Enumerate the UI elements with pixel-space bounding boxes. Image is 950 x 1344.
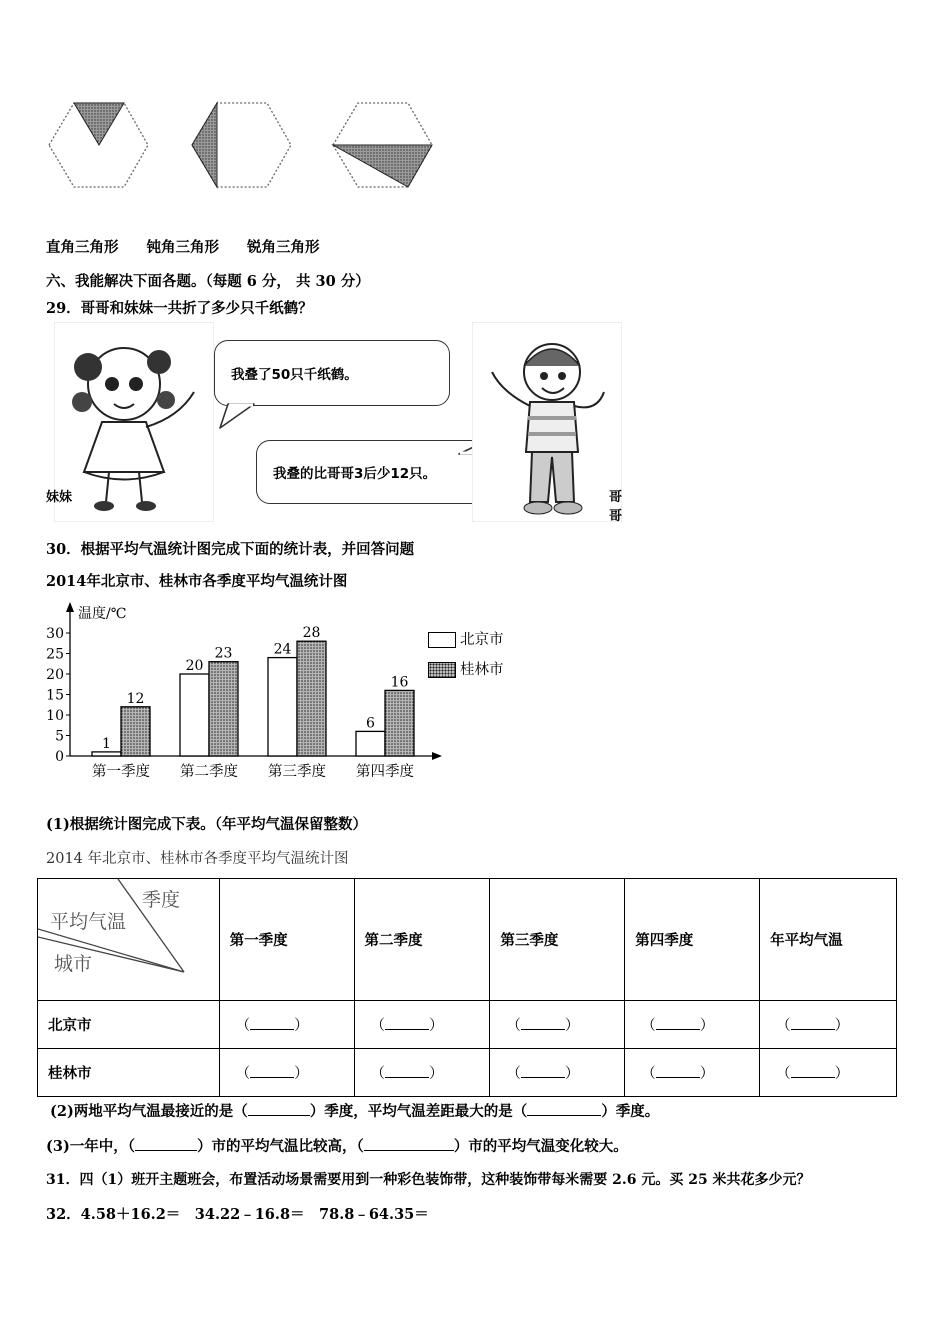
hexagon-acute-triangle [333,103,432,187]
speech-bubble-boy: 我叠的比哥哥3后少12只。 [256,440,496,504]
chart-title: 2014年北京市、桂林市各季度平均气温统计图 [46,573,348,590]
hexagon-right-triangle [49,103,148,187]
sub-question-3: (3)一年中，（ ）市的平均气温比较高，（ ）市的平均气温变化较大。 [46,1138,628,1155]
y-tick-label: 15 [46,687,64,704]
table-title: 2014 年北京市、桂林市各季度平均气温统计图 [46,851,349,867]
question-29: 29．哥哥和妹妹一共折了多少只千纸鹤？ [46,300,313,317]
chart-legend [428,628,504,684]
question-30: 30．根据平均气温统计图完成下面的统计表，并回答问题 [46,541,415,558]
answer-blank[interactable]: （ ） [354,1049,490,1097]
answer-blank[interactable]: （ ） [490,1049,625,1097]
header-annual: 年平均气温 [760,879,897,1001]
shape-label-acute: 锐角三角形 [247,239,320,256]
corner-label-city: 城市 [54,953,93,975]
table-corner-cell [38,879,220,1001]
hexagon-figures [40,95,450,200]
answer-blank-largest-gap[interactable] [527,1101,601,1116]
answer-blank[interactable]: （ ） [760,1001,897,1049]
sub-question-1: (1)根据统计图完成下表。（年平均气温保留整数） [46,816,368,833]
corner-label-temp: 平均气温 [50,911,127,933]
answer-blank[interactable]: （ ） [625,1049,760,1097]
bar-data-label: 28 [302,625,321,642]
girl-label: 妹妹 [46,490,73,505]
table-row-guilin [38,1049,897,1097]
x-category-label: 第二季度 [180,764,238,780]
bar-data-label: 23 [214,645,233,662]
temperature-bar-chart [40,596,520,786]
answer-blank[interactable]: （ ） [354,1001,490,1049]
y-tick-label: 25 [46,646,64,663]
bar-beijing [180,674,209,756]
table-header-row [38,879,897,1001]
legend-item-guilin: 桂林市 [428,658,504,684]
answer-blank[interactable]: （ ） [219,1049,354,1097]
row-city-beijing: 北京市 [38,1001,220,1049]
answer-blank-closest[interactable] [248,1101,310,1116]
answer-blank[interactable]: （ ） [490,1001,625,1049]
y-tick-label: 5 [55,728,64,745]
answer-blank[interactable]: （ ） [760,1049,897,1097]
header-q1: 第一季度 [219,879,354,1001]
question-32: 32．4.58＋16.2＝ 34.22﹣16.8＝ 78.8﹣64.35＝ [46,1206,429,1223]
speech-bubble-girl: 我叠了50只千纸鹤。 [214,340,450,406]
bar-data-label: 16 [390,674,409,691]
header-q4: 第四季度 [625,879,760,1001]
y-axis-label: 温度/℃ [78,606,127,622]
boy-label: 哥哥 [609,490,623,524]
bubble-girl-tail [214,392,274,432]
bar-data-label: 12 [126,690,145,707]
bar-beijing [356,731,385,756]
q29-illustration [44,322,624,524]
answer-blank-warmer-city[interactable] [135,1136,197,1151]
shape-labels [46,236,348,257]
bar-guilin [385,690,414,756]
girl-figure [54,322,214,522]
temperature-table [37,878,897,1097]
corner-label-season: 季度 [142,889,181,911]
answer-blank[interactable]: （ ） [219,1001,354,1049]
bar-guilin [209,662,238,756]
y-tick-label: 30 [46,626,64,642]
x-category-label: 第四季度 [356,764,414,780]
bar-data-label: 24 [273,641,292,658]
bar-beijing [268,658,297,756]
bar-guilin [297,641,326,756]
table-row-beijing [38,1001,897,1049]
x-category-label: 第一季度 [92,764,150,780]
legend-swatch-beijing [428,632,456,648]
x-category-label: 第三季度 [268,764,326,780]
shape-label-right: 直角三角形 [46,239,119,256]
boy-figure [472,322,622,522]
corner-diagonals [38,879,220,1001]
bar-beijing [92,752,121,756]
bar-data-label: 20 [185,658,204,674]
hexagon-obtuse-triangle [192,103,291,187]
y-tick-label: 0 [55,749,64,765]
y-tick-label: 10 [46,708,64,724]
bar-guilin [121,707,150,756]
answer-blank[interactable]: （ ） [625,1001,760,1049]
answer-blank-variable-city[interactable] [364,1136,454,1151]
header-q2: 第二季度 [354,879,490,1001]
x-axis-arrow [432,752,442,760]
bar-data-label: 6 [366,715,375,732]
section-6-title: 六、我能解决下面各题。（每题 6 分， 共 30 分） [46,273,370,290]
legend-item-beijing: 北京市 [428,628,504,654]
header-q3: 第三季度 [490,879,625,1001]
bar-data-label: 1 [102,735,111,752]
y-tick-label: 20 [46,667,64,683]
legend-swatch-guilin [428,662,456,678]
sub-question-2: (2)两地平均气温最接近的是（ ）季度，平均气温差距最大的是（ ）季度。 [50,1103,660,1120]
question-31: 31．四（1）班开主题班会，布置活动场景需要用到一种彩色装饰带，这种装饰带每米需要 2.6 元。买 25 米共花多少元？ [46,1172,811,1188]
row-city-guilin: 桂林市 [38,1049,220,1097]
shape-label-obtuse: 钝角三角形 [146,239,219,256]
y-axis-arrow [66,602,74,612]
